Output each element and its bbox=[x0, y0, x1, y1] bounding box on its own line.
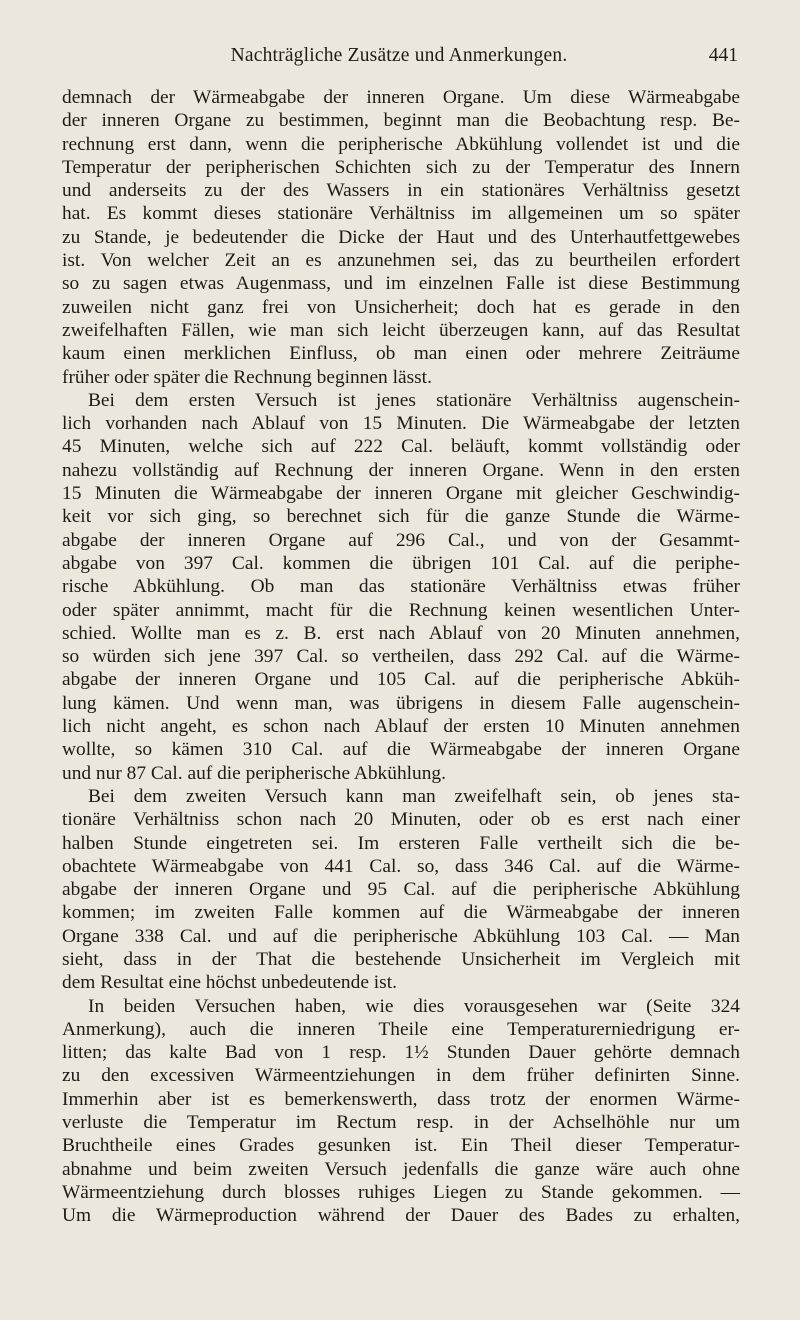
text-line: Bei dem zweiten Versuch kann man zweifelhaft sein, ob jenes sta- bbox=[88, 785, 740, 807]
text-line: ist. Von welcher Zeit an es anzunehmen sei, das zu beurtheilen erfordert bbox=[62, 250, 740, 272]
text-line: Wärmeentziehung durch blosses ruhiges Liegen zu Stande gekommen. — bbox=[62, 1181, 740, 1203]
text-line: abnahme und beim zweiten Versuch jedenfalls die ganze wäre auch ohne bbox=[62, 1158, 740, 1180]
text-line: abgabe der inneren Organe und 105 Cal. auf die peripherische Abküh- bbox=[62, 669, 740, 691]
text-line: so würden sich jene 397 Cal. so vertheilen, dass 292 Cal. auf die Wärme- bbox=[62, 646, 740, 668]
text-line: zu den excessiven Wärmeentziehungen in dem früher definirten Sinne. bbox=[62, 1065, 740, 1087]
text-line: rische Abkühlung. Ob man das stationäre Verhältniss etwas früher bbox=[62, 576, 740, 598]
text-line: lich nicht angeht, es schon nach Ablauf der ersten 10 Minuten annehmen bbox=[62, 716, 740, 738]
text-line: kommen; im zweiten Falle kommen auf die Wärmeabgabe der inneren bbox=[62, 902, 740, 924]
text-line: abgabe von 397 Cal. kommen die übrigen 101 Cal. auf die periphe- bbox=[62, 552, 740, 574]
text-line: tionäre Verhältniss schon nach 20 Minuten, oder ob es erst nach einer bbox=[62, 809, 740, 831]
text-line: Anmerkung), auch die inneren Theile eine Temperaturerniedrigung er- bbox=[62, 1018, 740, 1040]
text-line: zweifelhaften Fällen, wie man sich leicht überzeugen kann, auf das Resultat bbox=[62, 319, 740, 341]
text-line: Temperatur der peripherischen Schichten sich zu der Temperatur des Innern bbox=[62, 156, 740, 178]
text-line: Organe 338 Cal. und auf die peripherische Abkühlung 103 Cal. — Man bbox=[62, 925, 740, 947]
text-line: zu Stande, je bedeutender die Dicke der Haut und des Unterhautfettgewebes bbox=[62, 226, 740, 248]
text-line: abgabe der inneren Organe auf 296 Cal., und von der Gesammt- bbox=[62, 529, 740, 551]
text-line: Bei dem ersten Versuch ist jenes stationäre Verhältniss augenschein- bbox=[88, 389, 740, 411]
text-line: oder später annimmt, macht für die Rechnung keinen wesentlichen Unter- bbox=[62, 599, 740, 621]
text-line: sieht, dass in der That die bestehende Unsicherheit im Vergleich mit bbox=[62, 948, 740, 970]
text-line: obachtete Wärmeabgabe von 441 Cal. so, dass 346 Cal. auf die Wärme- bbox=[62, 855, 740, 877]
text-line: so zu sagen etwas Augenmass, und im einzelnen Falle ist diese Bestimmung bbox=[62, 273, 740, 295]
text-line: Bruchtheile eines Grades gesunken ist. Ein Theil dieser Temperatur- bbox=[62, 1135, 740, 1157]
text-line: halben Stunde eingetreten sei. Im ersteren Falle vertheilt sich die be- bbox=[62, 832, 740, 854]
text-line: lich vorhanden nach Ablauf von 15 Minuten. Die Wärmeabgabe der letzten bbox=[62, 413, 740, 435]
text-line: wollte, so kämen 310 Cal. auf die Wärmeabgabe der inneren Organe bbox=[62, 739, 740, 761]
text-line: demnach der Wärmeabgabe der inneren Organe. Um diese Wärmeabgabe bbox=[62, 87, 740, 108]
text-line: kaum einen merklichen Einfluss, ob man einen oder mehrere Zeiträume bbox=[62, 343, 740, 365]
text-line: nahezu vollständig auf Rechnung der inneren Organe. Wenn in den ersten bbox=[62, 459, 740, 481]
text-line: 45 Minuten, welche sich auf 222 Cal. beläuft, kommt vollständig oder bbox=[62, 436, 740, 458]
text-line: dem Resultat eine höchst unbedeutende ist. bbox=[62, 972, 397, 994]
text-line: rechnung erst dann, wenn die peripherische Abkühlung vollendet ist und die bbox=[62, 133, 740, 155]
text-line: früher oder später die Rechnung beginnen lässt. bbox=[62, 366, 432, 388]
text-line: Immerhin aber ist es bemerkenswerth, dass trotz der enormen Wärme- bbox=[62, 1088, 740, 1110]
text-line: und nur 87 Cal. auf die peripherische Abkühlung. bbox=[62, 762, 446, 784]
text-line: hat. Es kommt dieses stationäre Verhältniss im allgemeinen um so später bbox=[62, 203, 740, 225]
text-line: In beiden Versuchen haben, wie dies vorausgesehen war (Seite 324 bbox=[88, 995, 740, 1017]
text-line: 15 Minuten die Wärmeabgabe der inneren Organe mit gleicher Geschwindig- bbox=[62, 483, 740, 505]
text-line: und anderseits zu der des Wassers in ein stationäres Verhältniss gesetzt bbox=[62, 180, 740, 202]
page-header bbox=[60, 45, 738, 75]
text-line: schied. Wollte man es z. B. erst nach Ablauf von 20 Minuten annehmen, bbox=[62, 622, 740, 644]
text-line: der inneren Organe zu bestimmen, beginnt man die Beobachtung resp. Be- bbox=[62, 110, 740, 132]
text-line: keit vor sich ging, so berechnet sich für die ganze Stunde die Wärme- bbox=[62, 506, 740, 528]
page-number: 441 bbox=[708, 45, 738, 66]
text-line: zuweilen nicht ganz frei von Unsicherheit; doch hat es gerade in den bbox=[62, 296, 740, 318]
text-line: abgabe der inneren Organe und 95 Cal. auf die peripherische Abkühlung bbox=[62, 879, 740, 901]
text-line: litten; das kalte Bad von 1 resp. 1½ Stunden Dauer gehörte demnach bbox=[62, 1042, 740, 1064]
text-line: Um die Wärmeproduction während der Dauer des Bades zu erhalten, bbox=[62, 1205, 740, 1227]
running-head: Nachträgliche Zusätze und Anmerkungen. bbox=[230, 45, 568, 66]
body-text bbox=[62, 86, 740, 1228]
text-line: lung kämen. Und wenn man, was übrigens in diesem Falle augenschein- bbox=[62, 692, 740, 714]
text-line: verluste die Temperatur im Rectum resp. in der Achselhöhle nur um bbox=[62, 1112, 740, 1134]
